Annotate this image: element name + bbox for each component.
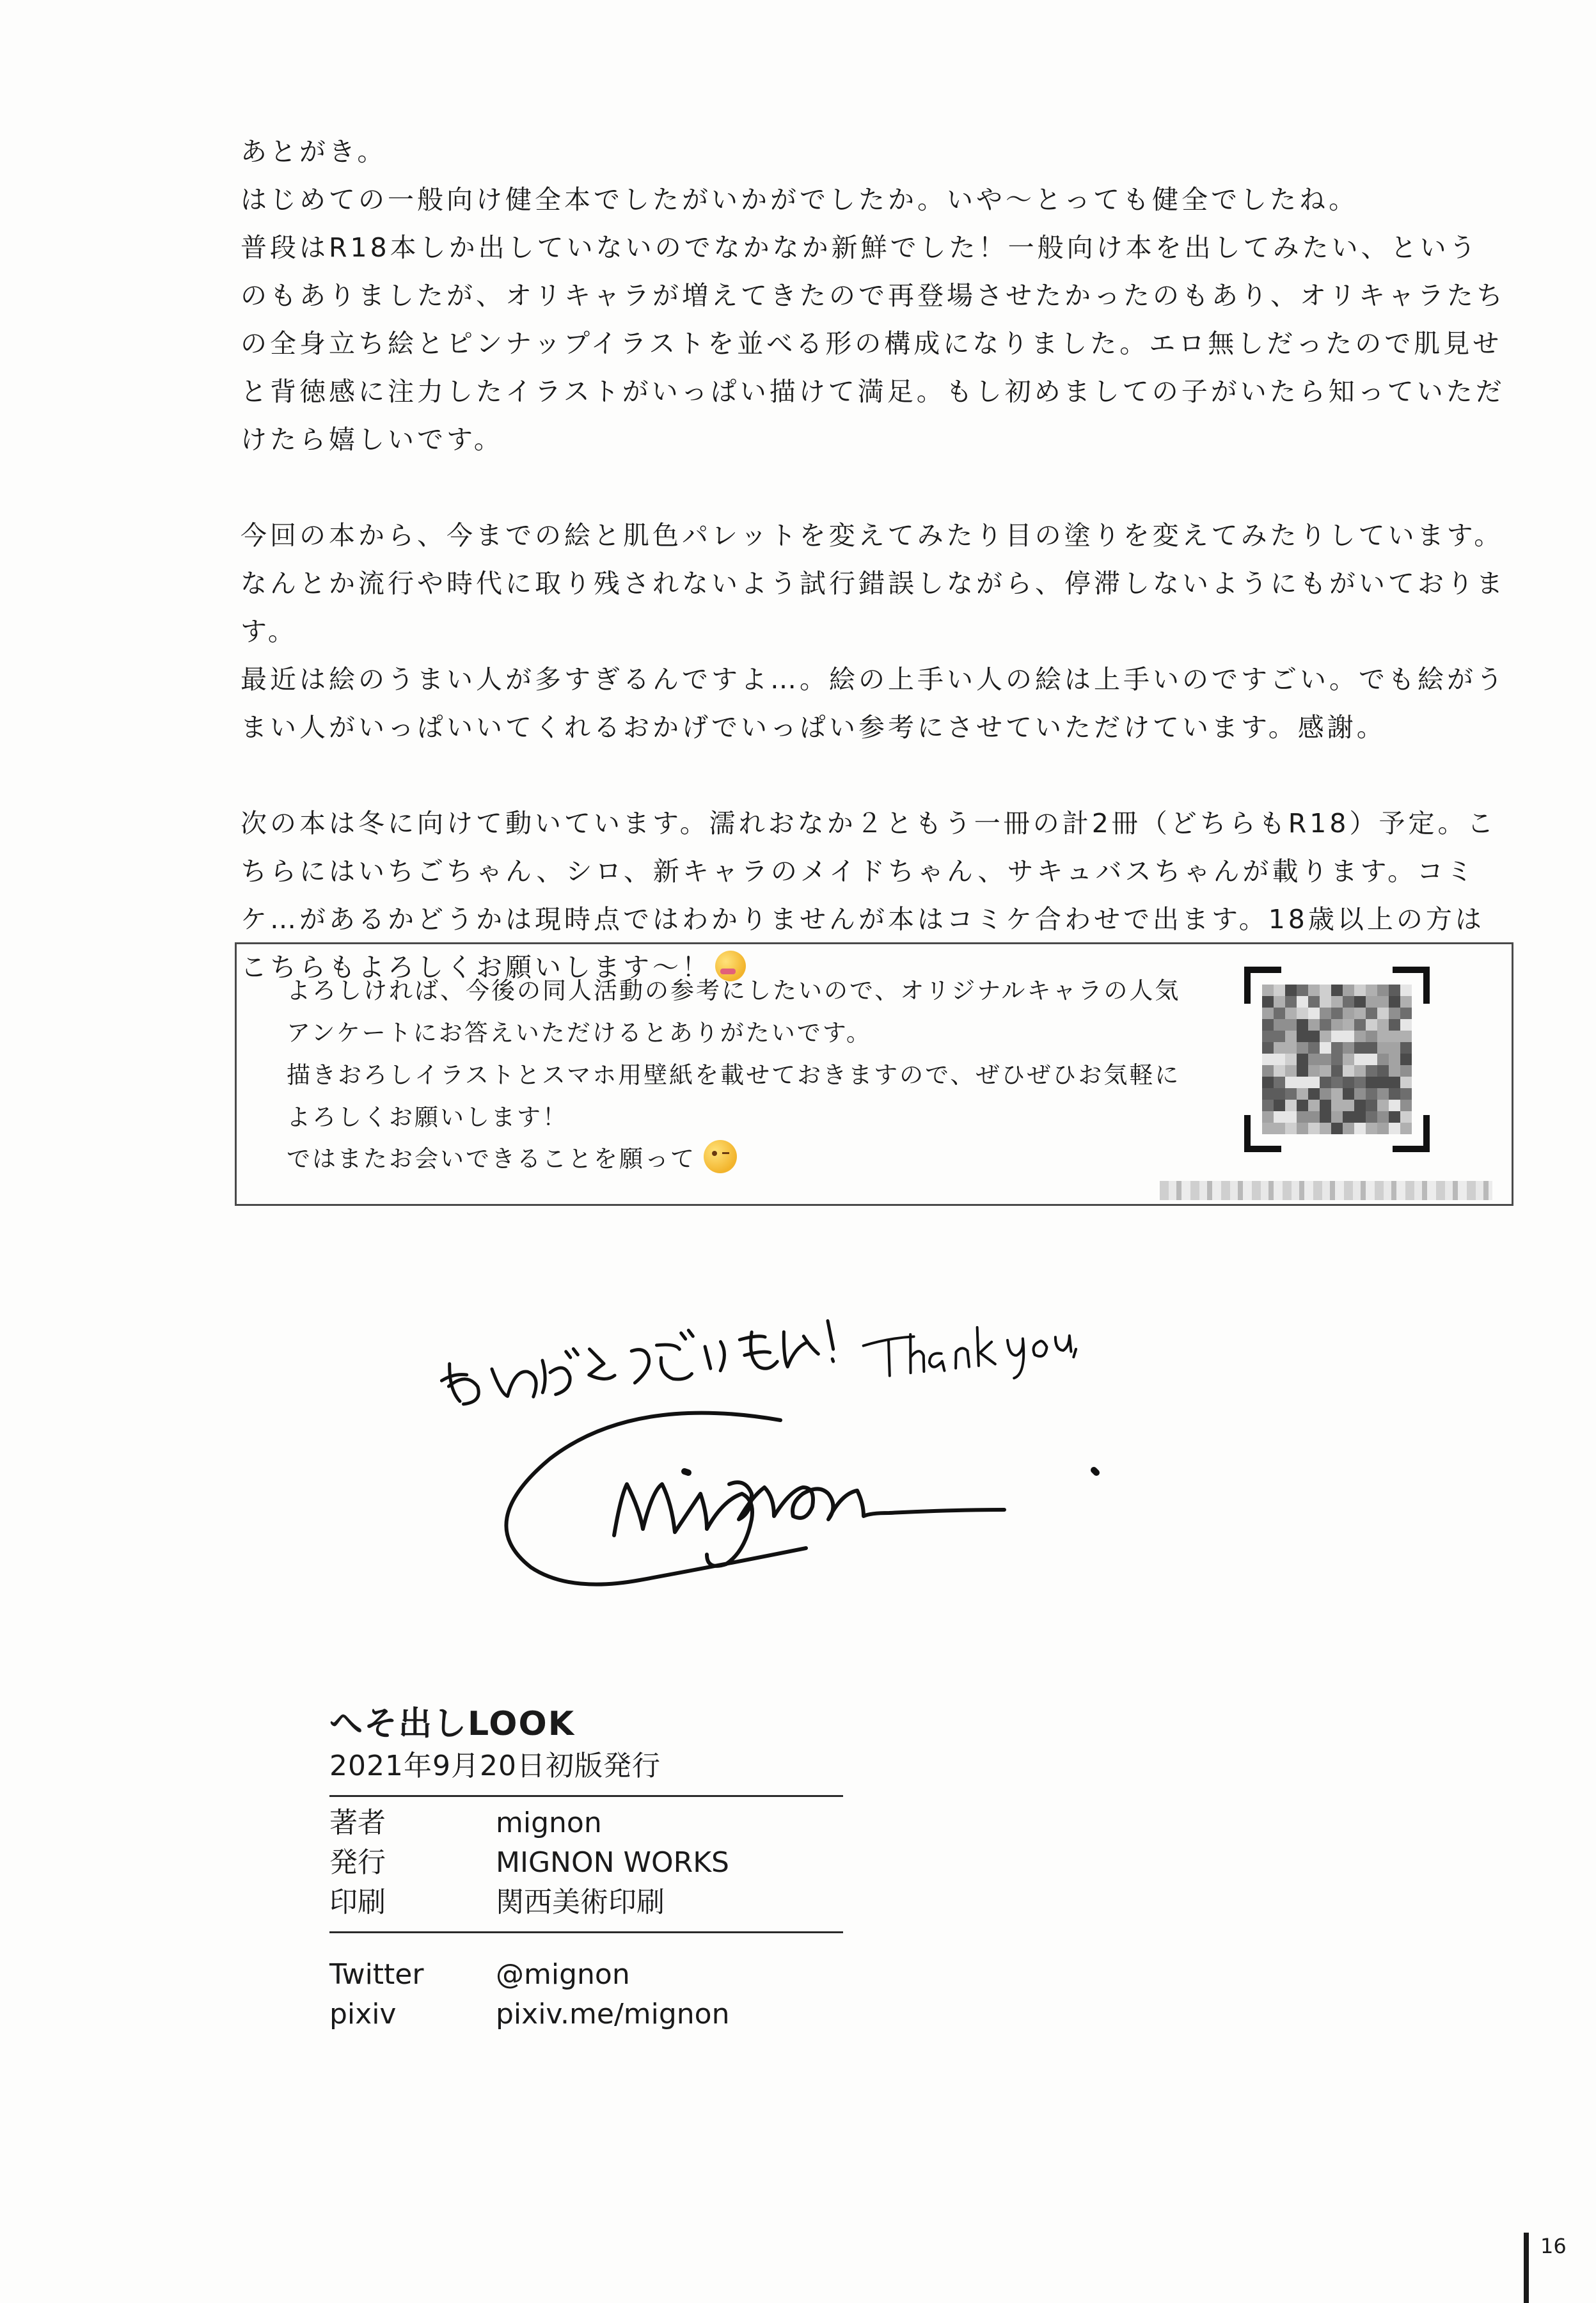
qr-pixel xyxy=(1274,1065,1285,1077)
colophon-row-printer xyxy=(329,1883,841,1922)
qr-pixel xyxy=(1400,1054,1412,1065)
qr-pixel xyxy=(1297,1019,1308,1031)
qr-pixel xyxy=(1354,1111,1366,1123)
qr-pixel xyxy=(1343,1077,1354,1088)
qr-pixel xyxy=(1366,1077,1377,1088)
qr-pixel xyxy=(1354,1008,1366,1019)
qr-pixel xyxy=(1308,985,1320,996)
qr-pixel xyxy=(1400,1019,1412,1031)
qr-pixel xyxy=(1354,1088,1366,1100)
qr-pixel xyxy=(1320,1100,1331,1111)
qr-pixel xyxy=(1285,1077,1297,1088)
qr-pixel xyxy=(1285,1008,1297,1019)
publication-date: 2021年9月20日初版発行 xyxy=(329,1750,661,1782)
qr-pixel xyxy=(1274,1042,1285,1054)
qr-pixel xyxy=(1262,1100,1274,1111)
qr-pixel xyxy=(1297,985,1308,996)
qr-pixel xyxy=(1285,1031,1297,1042)
colophon-label: pixiv xyxy=(329,1998,397,2030)
qr-pixel xyxy=(1343,1008,1354,1019)
qr-pixel xyxy=(1320,1019,1331,1031)
qr-pixel xyxy=(1400,996,1412,1008)
qr-code[interactable] xyxy=(1244,967,1430,1152)
qr-pixel xyxy=(1331,1031,1343,1042)
qr-pixel xyxy=(1285,996,1297,1008)
colophon-divider xyxy=(329,1795,843,1797)
qr-pixel xyxy=(1354,985,1366,996)
qr-pixel xyxy=(1389,1019,1400,1031)
qr-pixel xyxy=(1262,996,1274,1008)
qr-pixel xyxy=(1343,1111,1354,1123)
qr-pixel xyxy=(1400,1088,1412,1100)
qr-pixel xyxy=(1343,985,1354,996)
qr-pixel xyxy=(1389,1088,1400,1100)
qr-pixel xyxy=(1308,1100,1320,1111)
qr-pixel xyxy=(1297,1031,1308,1042)
thanks-handwriting-jp xyxy=(439,1315,835,1406)
qr-pixel xyxy=(1274,1008,1285,1019)
qr-pixel xyxy=(1308,1065,1320,1077)
qr-pixel xyxy=(1377,1077,1389,1088)
afterword-paragraph-1: あとがき。 はじめての一般向け健全本でしたがいかがでしたか。いや～とっても健全でしたね。 普段はR18本しか出していないのでなかなか新鮮でした！一般向け本を出してみたい、というのもありましたが、オリキャラが増えてきたので再登場させたかったのもあり、オリキャラたちの全身立ち絵とピンナップイラストを並べる形の構成になりました。エロ無しだったので肌見せと背徳感に注力したイラストがいっぱい描けて満足。もし初めましての子がいたら知っていただけたら嬉しいです。 xyxy=(241,136,1506,455)
winking-face-icon xyxy=(704,1140,737,1173)
colophon-label: Twitter xyxy=(329,1958,424,1991)
qr-code-pixelated-icon xyxy=(1262,985,1412,1134)
colophon-row-author xyxy=(329,1803,841,1843)
qr-pixel xyxy=(1377,985,1389,996)
qr-pixel xyxy=(1377,1042,1389,1054)
survey-closing xyxy=(287,1139,737,1174)
qr-pixel xyxy=(1377,1111,1389,1123)
book-title: へそ出しLOOK xyxy=(329,1705,575,1743)
qr-pixel xyxy=(1389,1111,1400,1123)
qr-pixel xyxy=(1262,1123,1274,1134)
handwritten-signature xyxy=(422,1283,1318,1587)
qr-pixel xyxy=(1343,1031,1354,1042)
colophon-value: MIGNON WORKS xyxy=(496,1846,729,1879)
qr-pixel xyxy=(1366,985,1377,996)
qr-pixel xyxy=(1308,1077,1320,1088)
qr-pixel xyxy=(1343,996,1354,1008)
qr-pixel xyxy=(1262,1111,1274,1123)
qr-pixel xyxy=(1285,1065,1297,1077)
survey-box xyxy=(235,942,1513,1206)
qr-pixel xyxy=(1262,1008,1274,1019)
qr-pixel xyxy=(1377,1123,1389,1134)
qr-pixel xyxy=(1331,1054,1343,1065)
qr-pixel xyxy=(1262,1042,1274,1054)
qr-pixel xyxy=(1377,1054,1389,1065)
qr-pixel xyxy=(1262,1077,1274,1088)
thank-you-handwriting xyxy=(863,1317,1078,1393)
qr-pixel xyxy=(1377,1088,1389,1100)
qr-pixel xyxy=(1354,1031,1366,1042)
qr-pixel xyxy=(1308,1019,1320,1031)
afterword-paragraph-3-text: 次の本は冬に向けて動いています。濡れおなか２ともう一冊の計2冊（どちらもR18）予定。こちらにはいちごちゃん、シロ、新キャラのメイドちゃん、サキュバスちゃんが載ります。コミケ…があるかどうかは現時点ではわかりませんが本はコミケ合わせで出ます。18歳以上の方はこちらもよろしくお願いします～！ xyxy=(241,808,1497,983)
qr-pixel xyxy=(1320,1031,1331,1042)
qr-pixel xyxy=(1274,985,1285,996)
qr-pixel xyxy=(1366,1042,1377,1054)
qr-pixel xyxy=(1331,996,1343,1008)
qr-pixel xyxy=(1308,1008,1320,1019)
qr-pixel xyxy=(1274,1077,1285,1088)
qr-pixel xyxy=(1285,1111,1297,1123)
qr-pixel xyxy=(1308,1054,1320,1065)
qr-pixel xyxy=(1274,1111,1285,1123)
qr-pixel xyxy=(1366,1111,1377,1123)
qr-pixel xyxy=(1297,1111,1308,1123)
qr-pixel xyxy=(1274,1031,1285,1042)
qr-pixel xyxy=(1354,1042,1366,1054)
qr-pixel xyxy=(1308,1031,1320,1042)
qr-pixel xyxy=(1320,1077,1331,1088)
qr-pixel xyxy=(1297,1042,1308,1054)
qr-pixel xyxy=(1274,1100,1285,1111)
qr-pixel xyxy=(1354,1065,1366,1077)
qr-pixel xyxy=(1274,996,1285,1008)
colophon-row-twitter xyxy=(329,1955,841,1995)
qr-pixel xyxy=(1366,1019,1377,1031)
qr-pixel xyxy=(1343,1123,1354,1134)
qr-pixel xyxy=(1400,1100,1412,1111)
qr-pixel xyxy=(1366,1054,1377,1065)
qr-pixel xyxy=(1297,1077,1308,1088)
qr-pixel xyxy=(1308,1088,1320,1100)
qr-pixel xyxy=(1354,1100,1366,1111)
qr-pixel xyxy=(1308,1111,1320,1123)
afterword xyxy=(241,128,1507,992)
qr-pixel xyxy=(1320,1042,1331,1054)
qr-pixel xyxy=(1354,1077,1366,1088)
blurred-url xyxy=(1160,1181,1492,1200)
qr-pixel xyxy=(1262,985,1274,996)
qr-pixel xyxy=(1366,996,1377,1008)
colophon-row-publisher xyxy=(329,1843,841,1883)
qr-pixel xyxy=(1343,1088,1354,1100)
qr-pixel xyxy=(1285,1042,1297,1054)
qr-pixel xyxy=(1400,1008,1412,1019)
qr-pixel xyxy=(1331,1077,1343,1088)
colophon xyxy=(329,1702,841,2034)
qr-pixel xyxy=(1320,1123,1331,1134)
qr-pixel xyxy=(1297,1088,1308,1100)
qr-pixel xyxy=(1354,996,1366,1008)
colophon-row-pixiv xyxy=(329,1995,841,2034)
qr-pixel xyxy=(1389,985,1400,996)
qr-pixel xyxy=(1297,996,1308,1008)
qr-pixel xyxy=(1377,1065,1389,1077)
qr-pixel xyxy=(1400,1042,1412,1054)
colophon-value: mignon xyxy=(496,1807,602,1839)
qr-pixel xyxy=(1331,1088,1343,1100)
qr-pixel xyxy=(1262,1031,1274,1042)
qr-pixel xyxy=(1389,1065,1400,1077)
qr-pixel xyxy=(1262,1065,1274,1077)
colophon-label: 印刷 xyxy=(329,1886,386,1919)
qr-pixel xyxy=(1320,1065,1331,1077)
qr-pixel xyxy=(1308,1042,1320,1054)
qr-pixel xyxy=(1308,996,1320,1008)
qr-pixel xyxy=(1400,1065,1412,1077)
page-number: 16 xyxy=(1540,2234,1567,2258)
qr-pixel xyxy=(1400,1111,1412,1123)
qr-pixel xyxy=(1297,1065,1308,1077)
colophon-label: 発行 xyxy=(329,1846,386,1879)
qr-pixel xyxy=(1400,1123,1412,1134)
qr-pixel xyxy=(1262,1088,1274,1100)
qr-pixel xyxy=(1389,1042,1400,1054)
qr-pixel xyxy=(1274,1054,1285,1065)
qr-pixel xyxy=(1285,985,1297,996)
qr-pixel xyxy=(1285,1019,1297,1031)
qr-pixel xyxy=(1274,1088,1285,1100)
qr-pixel xyxy=(1262,1019,1274,1031)
qr-pixel xyxy=(1377,1100,1389,1111)
mignon-signature xyxy=(506,1413,1096,1585)
pixiv-link[interactable]: pixiv.me/mignon xyxy=(496,1998,730,2030)
colophon-divider xyxy=(329,1931,843,1933)
signature-message: ありがとうございました！ xyxy=(422,1283,546,1295)
qr-pixel xyxy=(1320,996,1331,1008)
qr-pixel xyxy=(1274,1123,1285,1134)
survey-text: よろしければ、今後の同人活動の参考にしたいので、オリジナルキャラの人気 アンケートにお答えいただけるとありがたいです。 描きおろしイラストとスマホ用壁紙を載せておきますので、ぜひぜひお気軽に よろしくお願いします！ xyxy=(287,977,1181,1131)
qr-pixel xyxy=(1308,1123,1320,1134)
qr-pixel xyxy=(1366,1031,1377,1042)
qr-pixel xyxy=(1343,1019,1354,1031)
qr-pixel xyxy=(1320,985,1331,996)
qr-pixel xyxy=(1400,1077,1412,1088)
qr-pixel xyxy=(1331,985,1343,996)
qr-pixel xyxy=(1285,1123,1297,1134)
qr-pixel xyxy=(1389,1031,1400,1042)
qr-pixel xyxy=(1366,1088,1377,1100)
qr-pixel xyxy=(1297,1008,1308,1019)
qr-pixel xyxy=(1389,1123,1400,1134)
qr-pixel xyxy=(1377,1008,1389,1019)
qr-pixel xyxy=(1320,1088,1331,1100)
survey-closing-text: ではまたお会いできることを願って xyxy=(287,1145,696,1173)
qr-pixel xyxy=(1366,1100,1377,1111)
qr-pixel xyxy=(1331,1111,1343,1123)
qr-pixel xyxy=(1377,1019,1389,1031)
qr-pixel xyxy=(1285,1088,1297,1100)
qr-pixel xyxy=(1320,1008,1331,1019)
qr-pixel xyxy=(1366,1008,1377,1019)
colophon-value: 関西美術印刷 xyxy=(496,1886,665,1919)
qr-pixel xyxy=(1354,1019,1366,1031)
qr-pixel xyxy=(1331,1123,1343,1134)
qr-pixel xyxy=(1331,1042,1343,1054)
qr-pixel xyxy=(1320,1054,1331,1065)
qr-pixel xyxy=(1389,1077,1400,1088)
qr-pixel xyxy=(1400,1031,1412,1042)
qr-pixel xyxy=(1297,1054,1308,1065)
qr-pixel xyxy=(1389,1054,1400,1065)
qr-pixel xyxy=(1285,1054,1297,1065)
qr-pixel xyxy=(1389,1100,1400,1111)
qr-pixel xyxy=(1262,1054,1274,1065)
qr-pixel xyxy=(1297,1123,1308,1134)
qr-pixel xyxy=(1343,1065,1354,1077)
qr-pixel xyxy=(1331,1100,1343,1111)
page-marker-bar xyxy=(1524,2233,1529,2303)
qr-pixel xyxy=(1366,1065,1377,1077)
qr-pixel xyxy=(1366,1123,1377,1134)
qr-pixel xyxy=(1377,996,1389,1008)
qr-pixel xyxy=(1274,1019,1285,1031)
qr-pixel xyxy=(1285,1100,1297,1111)
afterword-paragraph-2: 今回の本から、今までの絵と肌色パレットを変えてみたり目の塗りを変えてみたりしています。なんとか流行や時代に取り残されないよう試行錯誤しながら、停滞しないようにもがいております。 最近は絵のうまい人が多すぎるんですよ…。絵の上手い人の絵は上手いのですごい。でも絵がうまい人がいっぱいいてくれるおかげでいっぱい参考にさせていただけています。感謝。 xyxy=(241,520,1506,743)
qr-pixel xyxy=(1354,1123,1366,1134)
qr-pixel xyxy=(1331,1065,1343,1077)
qr-pixel xyxy=(1297,1100,1308,1111)
qr-pixel xyxy=(1400,985,1412,996)
qr-pixel xyxy=(1354,1054,1366,1065)
qr-pixel xyxy=(1343,1042,1354,1054)
qr-pixel xyxy=(1343,1054,1354,1065)
qr-pixel xyxy=(1389,996,1400,1008)
twitter-handle[interactable]: @mignon xyxy=(496,1958,630,1991)
qr-pixel xyxy=(1320,1111,1331,1123)
qr-pixel xyxy=(1343,1100,1354,1111)
qr-pixel xyxy=(1331,1019,1343,1031)
colophon-label: 著者 xyxy=(329,1807,386,1839)
qr-pixel xyxy=(1389,1008,1400,1019)
qr-pixel xyxy=(1331,1008,1343,1019)
qr-pixel xyxy=(1377,1031,1389,1042)
